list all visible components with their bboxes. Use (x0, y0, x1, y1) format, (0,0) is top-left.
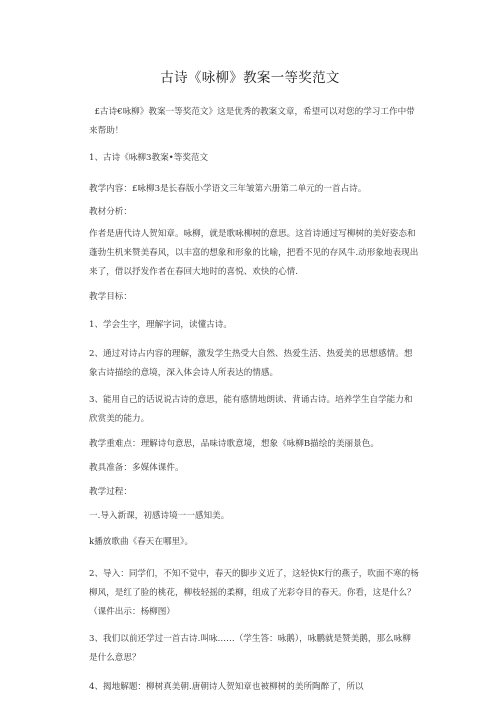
step-one: 一.导入新课，初感诗境一一感知美。 (89, 511, 230, 521)
play-song: k播放歌曲《春天在哪里》。 (89, 537, 194, 547)
material-analysis-text: 作者是唐代诗人贺知章。咏柳，就是歌咏柳树的意思。这首诗通过写柳树的美好姿态和蓬勃生机来赞美春风，以丰富的想象和形象的比喻，把看不见的存风牛.动形象地表现出来了，借以抒发作者在春回大地时的喜悦、欢快的心情. (89, 229, 419, 277)
process-label: 教学过程： (89, 487, 132, 497)
objective-1: 1、学会生字，理解字词，读懂古诗。 (89, 320, 232, 330)
intro-paragraph: £古诗€咏柳》教案一等奖范文》这是优秀的教案文章，希望可以对您的学习工作中带来帮助！ (89, 107, 415, 136)
objective-2: 2、通过对诗占内容的理解，激发学生热受大自然、热爱生活、热爱美的思想感情。想象古诗描绘的意境，深入体会诗人所表达的情感。 (89, 349, 413, 378)
page-title: 古诗《咏柳》教案一等奖范文 (160, 70, 340, 86)
teaching-content: 教学内容：£咏柳3是长春版小学语文三年皱第六册第二单元的一首占诗。 (89, 184, 367, 194)
key-difficulties: 教学重难点：理解诗句意思，品味诗歌意境，想象《咏柳B描绘的美丽景色。 (89, 439, 379, 449)
section-heading: 1、古诗《咏柳3教案•等奖范文 (89, 153, 209, 163)
objective-3: 3、能用自己的话说说古诗的意思，能有感情地朗读、背诵古诗。培养学生自学能力和欣赏美的能力。 (89, 395, 413, 424)
previous-poem-step: 3、我们以前还学过一首古诗.叫咏……（学生答：咏鹅），咏鹏就是赞美鹅，那么咏柳是什么意思？ (89, 634, 411, 663)
material-analysis-label: 教材分析： (89, 207, 132, 217)
introduction-step: 2、导入：同学们，不知不觉中，春天的脚步义近了，这轻快K行的燕子，吹面不寒的杨柳风，是红了脸的桃花，柳枝轻摇的柔柳，组成了光彩夺目的春天。你看，这是什么？（课件出示：杨柳图） (89, 569, 419, 617)
teaching-aids: 教具准备：多媒体课件。 (89, 463, 184, 473)
reveal-title-step: 4、揭地解题：柳树真美朝.唐朝诗人贺知章也被柳树的美所陶醉了，所以 (89, 682, 364, 692)
objectives-label: 教学目标： (89, 292, 132, 302)
